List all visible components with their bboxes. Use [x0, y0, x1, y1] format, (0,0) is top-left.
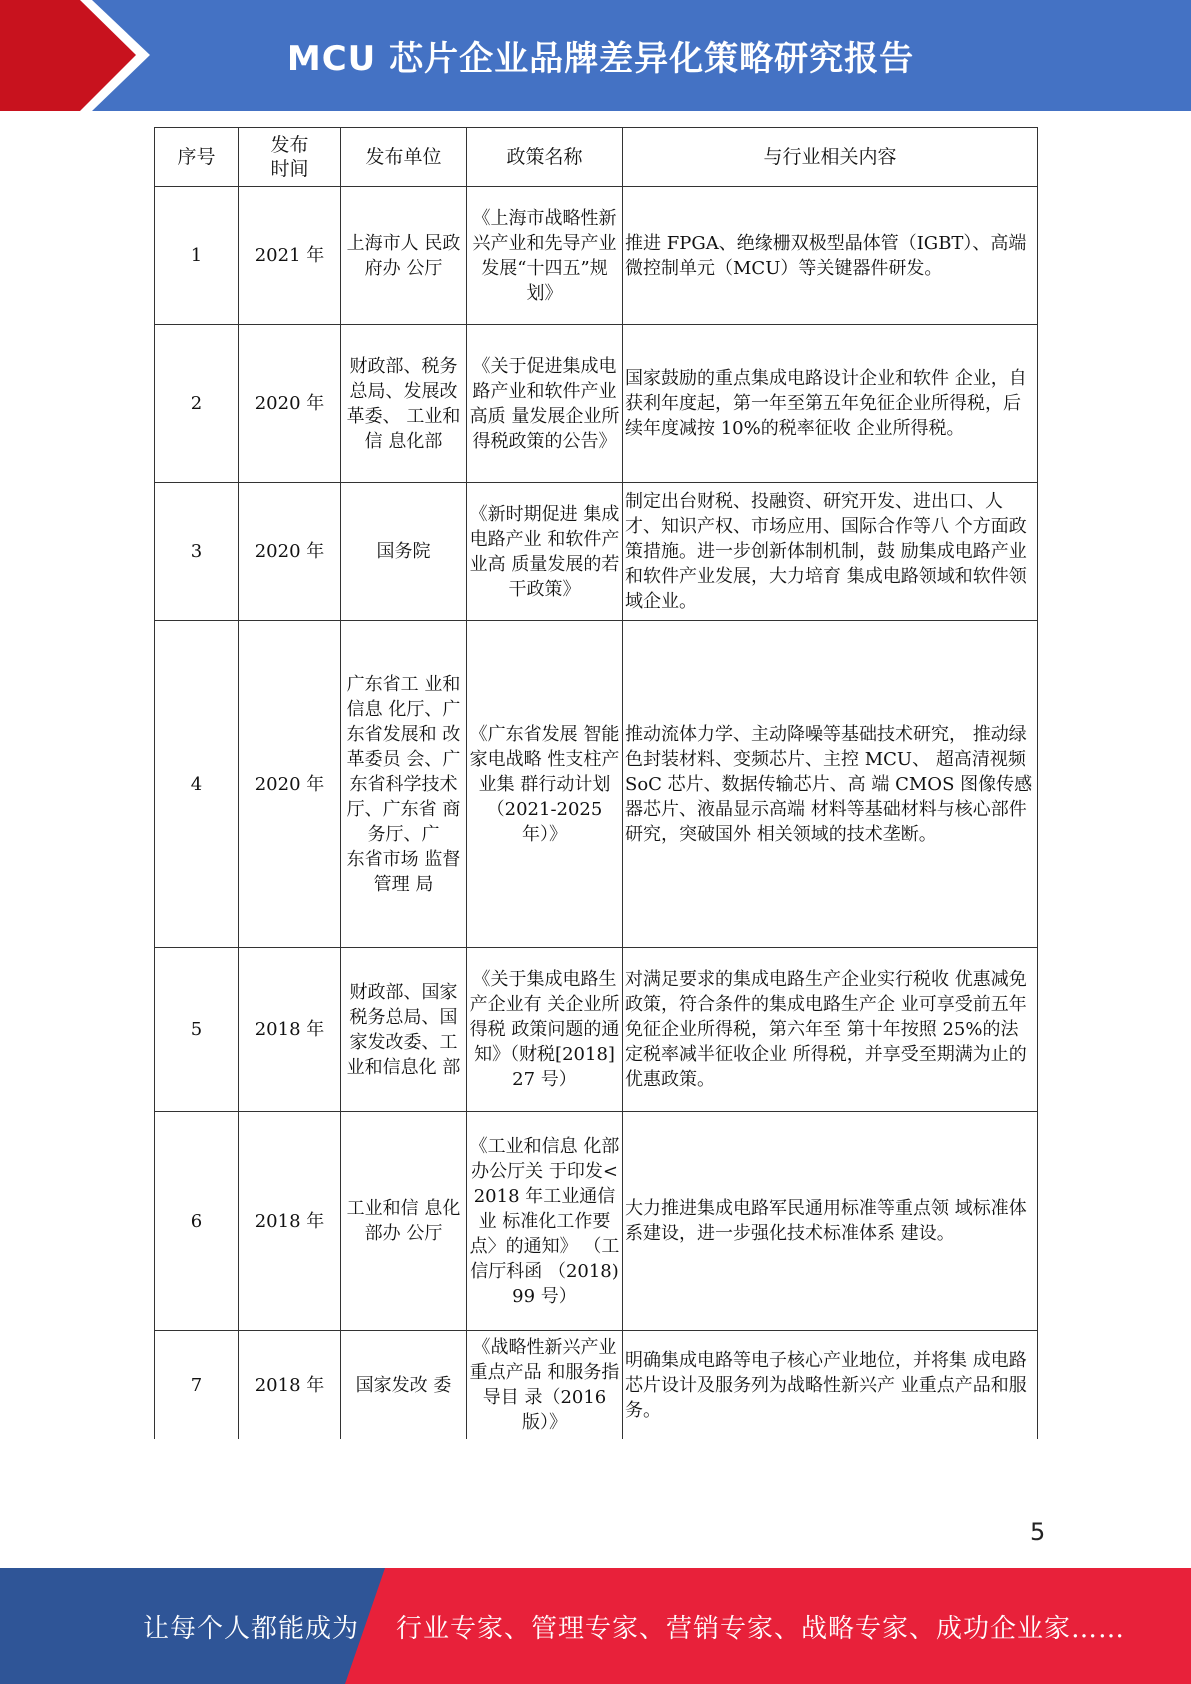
cell-no: 6: [155, 1112, 239, 1331]
table-row: [155, 483, 1038, 621]
cell-date: 2018 年: [239, 1331, 341, 1440]
cell-date: 2018 年: [239, 948, 341, 1112]
header-date: 发布 时间: [239, 128, 341, 187]
table-row: [155, 948, 1038, 1112]
cell-content: 对满足要求的集成电路生产企业实行税收 优惠减免政策，符合条件的集成电路生产企 业可享受前五年免征企业所得税，第六年至 第十年按照 25%的法定税率减半征收企业 所得税，并享受至期满为止的优惠政策。: [623, 948, 1038, 1112]
cell-issuer: 上海市人 民政府办 公厅: [341, 187, 467, 325]
policy-table-container: [154, 127, 1037, 1439]
header-banner: [0, 0, 1191, 111]
header-content: 与行业相关内容: [623, 128, 1038, 187]
header-arrow-decoration: [0, 0, 150, 111]
cell-policy: 《广东省发展 智能家电战略 性支柱产业集 群行动计划（2021-2025年）》: [467, 621, 623, 948]
cell-no: 5: [155, 948, 239, 1112]
cell-content: 国家鼓励的重点集成电路设计企业和软件 企业，自获利年度起，第一年至第五年免征企业所得税，后续年度减按 10%的税率征收 企业所得税。: [623, 325, 1038, 483]
cell-no: 3: [155, 483, 239, 621]
cell-no: 4: [155, 621, 239, 948]
header-issuer: 发布单位: [341, 128, 467, 187]
table-row: [155, 187, 1038, 325]
footer-slogan-right: 行业专家、管理专家、营销专家、战略专家、成功企业家……: [396, 1613, 1126, 1644]
cell-content: 明确集成电路等电子核心产业地位，并将集 成电路芯片设计及服务列为战略性新兴产 业重点产品和服务。: [623, 1331, 1038, 1440]
footer-banner: [0, 1568, 1191, 1684]
cell-policy: 《关于促进集成电路产业和软件产业高质 量发展企业所 得税政策的公告》: [467, 325, 623, 483]
cell-issuer: 国务院: [341, 483, 467, 621]
table-row: [155, 325, 1038, 483]
page-number: 5: [1030, 1518, 1046, 1546]
cell-no: 2: [155, 325, 239, 483]
header-policy: 政策名称: [467, 128, 623, 187]
cell-issuer: 国家发改 委: [341, 1331, 467, 1440]
cell-no: 7: [155, 1331, 239, 1440]
policy-table: [154, 127, 1038, 1439]
cell-policy: 《关于集成电路生产企业有 关企业所得税 政策问题的通 知》（财税[2018]27 号）: [467, 948, 623, 1112]
cell-issuer: 广东省工 业和信息 化厅、广东省发展和 改革委员 会、广东省科学技术 厅、广东省 商务厅、广 东省市场 监督管理 局: [341, 621, 467, 948]
table-row: [155, 1331, 1038, 1440]
cell-policy: 《上海市战略性新兴产业和先导产业发展“十四五”规划》: [467, 187, 623, 325]
header-no: 序号: [155, 128, 239, 187]
cell-content: 推动流体力学、主动降噪等基础技术研究， 推动绿色封装材料、变频芯片、主控 MCU、 超高清视频 SoC 芯片、数据传输芯片、高 端 CMOS 图像传感器芯片、液晶显示高端 材料等基础材料与核心部件研究，突破国外 相关领域的技术垄断。: [623, 621, 1038, 948]
cell-date: 2020 年: [239, 483, 341, 621]
table-row: [155, 621, 1038, 948]
cell-issuer: 财政部、国家税务总局、国家发改委、工业和信息化 部: [341, 948, 467, 1112]
cell-issuer: 财政部、税务总局、发展改革委、 工业和信 息化部: [341, 325, 467, 483]
cell-date: 2021 年: [239, 187, 341, 325]
cell-date: 2020 年: [239, 621, 341, 948]
footer-slogan-left: 让每个人都能成为: [143, 1613, 360, 1644]
cell-issuer: 工业和信 息化部办 公厅: [341, 1112, 467, 1331]
report-title: MCU 芯片企业品牌差异化策略研究报告: [286, 39, 915, 79]
table-header-row: [155, 128, 1038, 187]
cell-policy: 《新时期促进 集成电路产业 和软件产业高 质量发展的若 干政策》: [467, 483, 623, 621]
cell-content: 推进 FPGA、绝缘栅双极型晶体管（IGBT）、高端微控制单元（MCU）等关键器件研发。: [623, 187, 1038, 325]
cell-content: 大力推进集成电路军民通用标准等重点领 域标准体系建设，进一步强化技术标准体系 建设。: [623, 1112, 1038, 1331]
cell-no: 1: [155, 187, 239, 325]
cell-policy: 《工业和信息 化部办公厅关 于印发<2018 年工业通信业 标准化工作要 点〉的通知》 （工信厅科函 （2018)99 号）: [467, 1112, 623, 1331]
cell-date: 2018 年: [239, 1112, 341, 1331]
cell-date: 2020 年: [239, 325, 341, 483]
cell-policy: 《战略性新兴产业重点产品 和服务指导目 录（2016 版）》: [467, 1331, 623, 1440]
table-row: [155, 1112, 1038, 1331]
cell-content: 制定出台财税、投融资、研究开发、进出口、人才、知识产权、市场应用、国际合作等八 个方面政策措施。进一步创新体制机制，鼓 励集成电路产业和软件产业发展，大力培育 集成电路领域和软件领域企业。: [623, 483, 1038, 621]
